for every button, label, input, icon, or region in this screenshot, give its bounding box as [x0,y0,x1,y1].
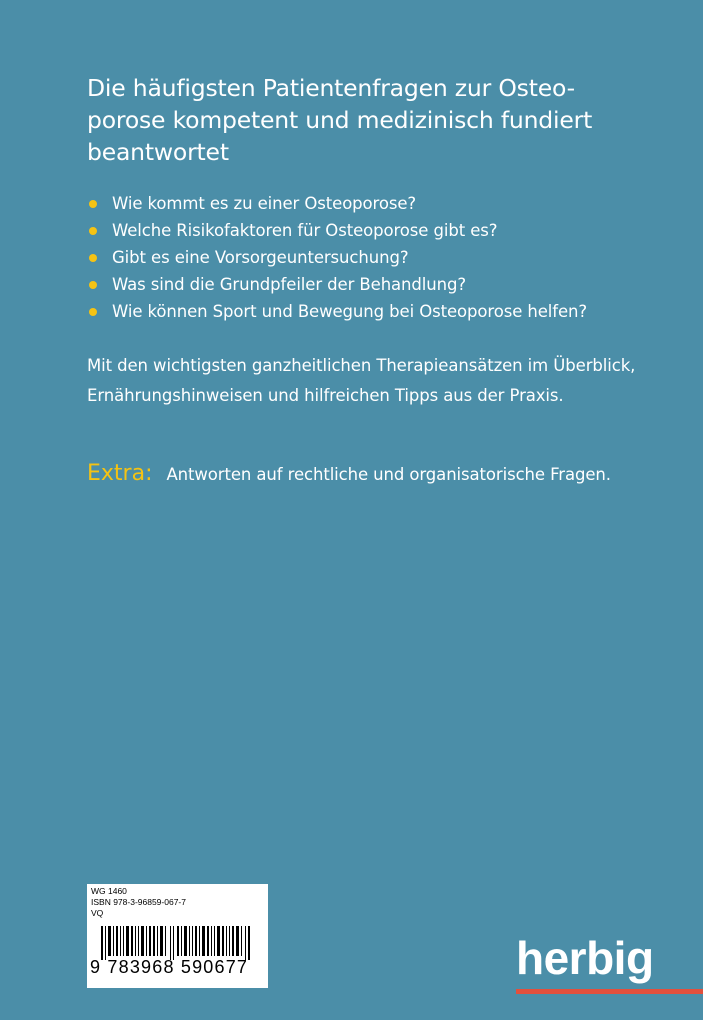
list-item-text: Wie können Sport und Bewegung bei Osteoporose helfen? [112,302,588,321]
question-list [87,190,687,325]
barcode-box [87,884,268,988]
bullet-dot-icon [89,281,97,289]
bullet-dot-icon [89,227,97,235]
list-item-text: Gibt es eine Vorsorgeuntersuchung? [112,248,409,267]
bullet-dot-icon [89,308,97,316]
list-item [87,271,687,298]
code-vq: VQ [91,908,104,918]
list-item-text: Welche Risikofaktoren für Osteoporose gibt es? [112,221,498,240]
bullet-dot-icon [89,200,97,208]
logo-underline-bar [516,989,703,994]
barcode-icon [101,926,251,960]
barcode-digits: 9 783968 590677 [90,957,249,977]
publisher-logo: herbig [516,932,654,984]
wg-number: WG 1460 [91,886,127,896]
isbn: ISBN 978-3-96859-067-7 [91,897,186,907]
list-item [87,190,687,217]
bullet-dot-icon [89,254,97,262]
headline: Die häufigsten Patientenfragen zur Osteo-porose kompetent und medizinisch fundiert beantwortet [87,74,593,166]
extra-label: Extra: [87,461,153,486]
list-item [87,217,687,244]
extra-text: Antworten auf rechtliche und organisatorische Fragen. [166,465,611,484]
description-text: Mit den wichtigsten ganzheitlichen Therapieansätzen im Überblick, Ernährungshinweisen und hilfreichen Tipps aus der Praxis. [87,356,636,405]
list-item [87,244,687,271]
extra-note [87,461,667,486]
list-item-text: Wie kommt es zu einer Osteoporose? [112,194,417,213]
list-item-text: Was sind die Grundpfeiler der Behandlung? [112,275,467,294]
list-item [87,298,687,325]
